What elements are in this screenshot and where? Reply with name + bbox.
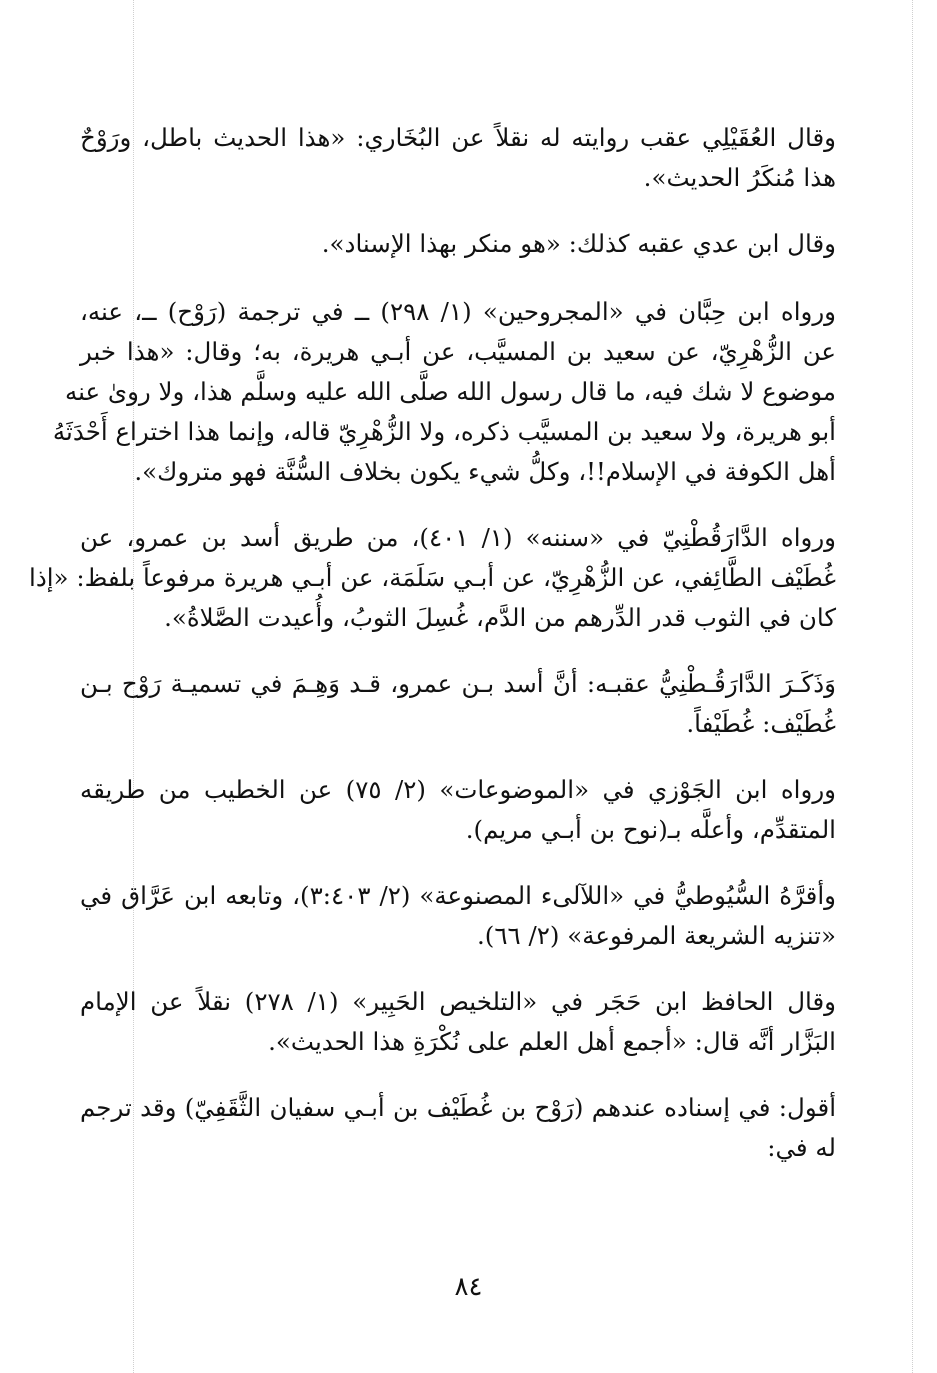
page-number: ٨٤ — [454, 1272, 483, 1302]
text-line: وقال العُقَيْلِي عقب روايته له نقلاً عن البُخَاري: «هذا الحديث باطل، ورَوْحٌ — [80, 123, 836, 152]
text-line: غُطَيْف: غُطَيْفاً. — [686, 709, 836, 738]
text-line: هذا مُنكَرُ الحديث». — [643, 163, 836, 192]
text-line: عن الزُّهْرِيّ، عن سعيد بن المسيَّب، عن أبـي هريرة، به؛ وقال: «هذا خبر — [80, 337, 836, 366]
text-line: وقال ابن عدي عقبه كذلك: «هو منكر بهذا الإسناد». — [321, 229, 836, 258]
text-line: كان في الثوب قدر الدِّرهم من الدَّم، غُسِلَ الثوبُ، وأُعيدت الصَّلاةُ». — [164, 603, 836, 632]
paragraph-daraqutni-note — [80, 664, 836, 744]
paragraph-suyuti — [80, 876, 836, 956]
paragraph-ibn-hibban — [52, 292, 837, 492]
text-line: المتقدِّم، وأعلَّه بـ(نوح بن أبـي مريم). — [465, 815, 836, 844]
paragraph-daraqutni — [29, 518, 836, 638]
paragraph-author-comment — [80, 1088, 836, 1168]
text-line: ورواه ابن الجَوْزي في «الموضوعات» (٢/ ٧٥) عن الخطيب من طريقه — [80, 775, 836, 804]
text-line: أبو هريرة، ولا سعيد بن المسيَّب ذكره، ولا الزُّهْرِيّ قاله، وإنما هذا اختراع أَحْدَثَهُ — [52, 417, 836, 446]
page-fold-line-right — [912, 0, 913, 1373]
text-line: أقول: في إسناده عندهم (رَوْح بن غُطَيْف بن أبـي سفيان الثَّقَفِيّ) وقد ترجم — [80, 1093, 836, 1122]
text-line: أهل الكوفة في الإسلام!!، وكلُّ شيء يكون بخلاف السُّنَّة فهو متروك». — [134, 457, 836, 486]
paragraph-ibn-adi — [80, 224, 836, 264]
text-line: وأقرَّهُ السُّيُوطيُّ في «اللآلىء المصنوعة» (٢/ ٣:٤٠٣)، وتابعه ابن عَرَّاق في — [80, 881, 836, 910]
text-line: «تنزيه الشريعة المرفوعة» (٢/ ٦٦). — [477, 921, 836, 950]
text-line: له في: — [767, 1133, 836, 1162]
page-body — [29, 118, 837, 1168]
text-line: غُطَيْف الطَّائِفي، عن الزُّهْرِيّ، عن أبـي سَلَمَة، عن أبـي هريرة مرفوعاً بلفظ: «إذا — [29, 563, 836, 592]
text-line: ورواه ابن حِبَّان في «المجروحين» (١/ ٢٩٨) ــ في ترجمة (رَوْح) ــ، عنه، — [80, 297, 837, 326]
paragraph-aqili — [80, 118, 836, 198]
text-line: وقال الحافظ ابن حَجَر في «التلخيص الحَبِير» (١/ ٢٧٨) نقلاً عن الإمام — [80, 987, 837, 1016]
paragraph-ibn-jawzi — [80, 770, 836, 850]
text-line: ورواه الدَّارَقُطْنِيّ في «سننه» (١/ ٤٠١)، من طريق أسد بن عمرو، عن — [80, 523, 836, 552]
text-line: البَزَّار أنَّه قال: «أجمع أهل العلم على نُكْرَةِ هذا الحديث». — [268, 1027, 836, 1056]
text-line: موضوع لا شك فيه، ما قال رسول الله صلَّى الله عليه وسلَّم هذا، ولا روىٰ عنه — [64, 377, 836, 406]
text-line: وَذَكَـرَ الدَّارَقُـطْنِيُّ عقبـه: أنَّ أسد بـن عمرو، قـد وَهِـمَ في تسميـة رَوْح بـن — [80, 669, 836, 698]
paragraph-ibn-hajar — [80, 982, 836, 1062]
